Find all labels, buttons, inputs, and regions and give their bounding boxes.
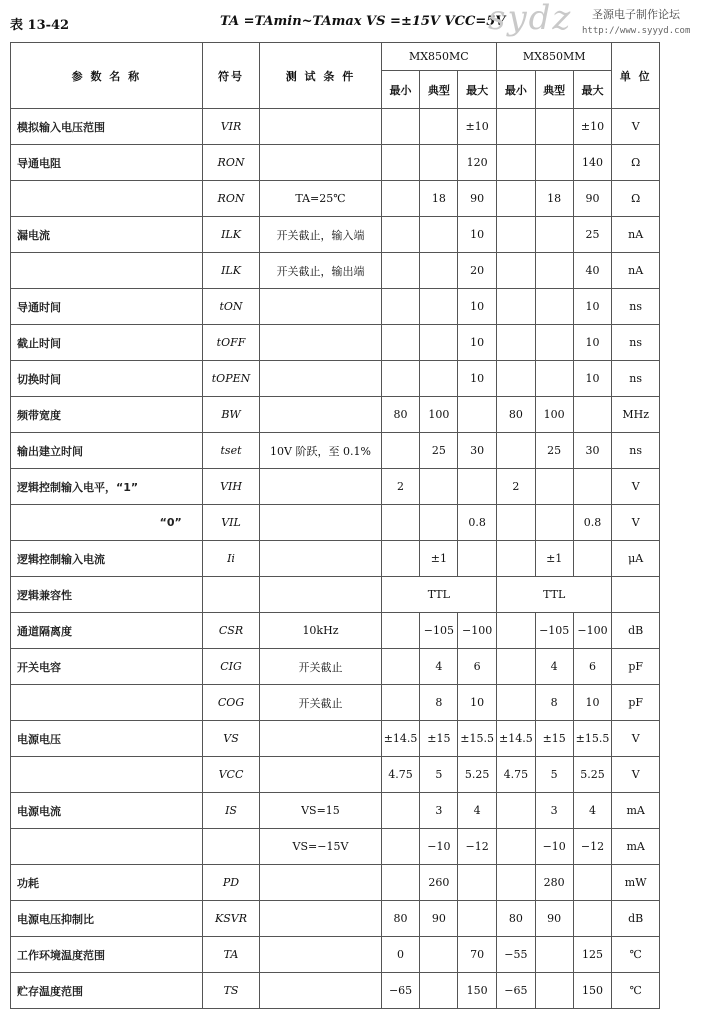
table-number: 表 13-42: [10, 18, 70, 33]
mm-typ-cell: 8: [535, 685, 573, 721]
table-conditions: TA =TAmin~TAmax VS =±15V VCC=5V: [220, 14, 506, 29]
condition-cell: [260, 721, 381, 757]
mc-merged-cell: TTL: [381, 577, 496, 613]
mm-min-cell: [497, 685, 536, 721]
mc-min-cell: [381, 181, 420, 217]
mm-max-cell: 10: [573, 289, 612, 325]
header-mm-min: 最小: [497, 71, 536, 109]
mc-min-cell: −65: [381, 973, 420, 1009]
unit-cell: nA: [612, 217, 660, 253]
mm-typ-cell: [535, 253, 573, 289]
symbol-cell: KSVR: [202, 901, 259, 937]
mc-min-cell: [381, 253, 420, 289]
condition-cell: [260, 577, 381, 613]
condition-cell: [260, 109, 381, 145]
mc-typ-cell: [420, 505, 458, 541]
mm-max-cell: 5.25: [573, 757, 612, 793]
watermark-logo: sydz: [488, 0, 573, 38]
mm-max-cell: 4: [573, 793, 612, 829]
condition-cell: [260, 541, 381, 577]
mc-min-cell: 0: [381, 937, 420, 973]
mc-typ-cell: [420, 217, 458, 253]
table-row: [11, 973, 660, 1009]
symbol-cell: IS: [202, 793, 259, 829]
table-row: [11, 361, 660, 397]
mm-min-cell: [497, 325, 536, 361]
mm-max-cell: 90: [573, 181, 612, 217]
mc-max-cell: 30: [458, 433, 497, 469]
condition-cell: 开关截止: [260, 649, 381, 685]
mm-max-cell: 40: [573, 253, 612, 289]
mc-min-cell: [381, 433, 420, 469]
unit-cell: Ω: [612, 181, 660, 217]
mc-typ-cell: [420, 973, 458, 1009]
symbol-cell: VIL: [202, 505, 259, 541]
symbol-cell: TS: [202, 973, 259, 1009]
unit-cell: ℃: [612, 973, 660, 1009]
mc-max-cell: ±10: [458, 109, 497, 145]
header-condition: 测 试 条 件: [260, 43, 381, 109]
mc-min-cell: [381, 613, 420, 649]
condition-cell: VS=15: [260, 793, 381, 829]
mm-typ-cell: 3: [535, 793, 573, 829]
mc-max-cell: [458, 865, 497, 901]
condition-cell: [260, 505, 381, 541]
header-symbol: 符号: [202, 43, 259, 109]
table-row: [11, 433, 660, 469]
param-cell: [11, 757, 203, 793]
mc-max-cell: 120: [458, 145, 497, 181]
symbol-cell: tOPEN: [202, 361, 259, 397]
mm-max-cell: 10: [573, 361, 612, 397]
mc-min-cell: 4.75: [381, 757, 420, 793]
table-row: [11, 613, 660, 649]
header-row-1: [11, 43, 660, 71]
symbol-cell: ILK: [202, 253, 259, 289]
symbol-cell: VIR: [202, 109, 259, 145]
mm-min-cell: [497, 649, 536, 685]
param-cell: 频带宽度: [11, 397, 203, 433]
watermark-site: 圣源电子制作论坛: [592, 8, 680, 21]
mm-typ-cell: [535, 505, 573, 541]
header-unit: 单 位: [612, 43, 660, 109]
condition-cell: VS=−15V: [260, 829, 381, 865]
table-row: [11, 469, 660, 505]
mm-typ-cell: [535, 325, 573, 361]
condition-cell: [260, 361, 381, 397]
mm-max-cell: [573, 901, 612, 937]
table-row: [11, 145, 660, 181]
unit-cell: ns: [612, 361, 660, 397]
param-cell: “0”: [11, 505, 203, 541]
mc-max-cell: 70: [458, 937, 497, 973]
unit-cell: ns: [612, 325, 660, 361]
mc-min-cell: [381, 829, 420, 865]
param-cell: 电源电压抑制比: [11, 901, 203, 937]
symbol-cell: tOFF: [202, 325, 259, 361]
mm-min-cell: [497, 109, 536, 145]
watermark-url: http://www.syyyd.com: [582, 26, 691, 36]
mm-min-cell: 2: [497, 469, 536, 505]
mm-min-cell: [497, 289, 536, 325]
symbol-cell: ILK: [202, 217, 259, 253]
symbol-cell: tON: [202, 289, 259, 325]
mc-typ-cell: [420, 289, 458, 325]
condition-cell: [260, 289, 381, 325]
condition-cell: 开关截止，输出端: [260, 253, 381, 289]
header-mc-typ: 典型: [420, 71, 458, 109]
table-row: [11, 325, 660, 361]
unit-cell: ns: [612, 289, 660, 325]
mm-min-cell: −65: [497, 973, 536, 1009]
mm-min-cell: ±14.5: [497, 721, 536, 757]
symbol-cell: Ii: [202, 541, 259, 577]
spec-table: [10, 42, 660, 1009]
mm-typ-cell: [535, 145, 573, 181]
param-cell: 漏电流: [11, 217, 203, 253]
param-cell: [11, 181, 203, 217]
mm-min-cell: [497, 361, 536, 397]
mm-typ-cell: 90: [535, 901, 573, 937]
mc-typ-cell: [420, 145, 458, 181]
mc-max-cell: 20: [458, 253, 497, 289]
mm-typ-cell: ±1: [535, 541, 573, 577]
param-cell: 导通时间: [11, 289, 203, 325]
mc-max-cell: 10: [458, 685, 497, 721]
mm-typ-cell: 5: [535, 757, 573, 793]
param-cell: 功耗: [11, 865, 203, 901]
mm-typ-cell: [535, 289, 573, 325]
mc-max-cell: 150: [458, 973, 497, 1009]
param-cell: 开关电容: [11, 649, 203, 685]
mc-max-cell: 10: [458, 289, 497, 325]
mm-typ-cell: 100: [535, 397, 573, 433]
symbol-cell: BW: [202, 397, 259, 433]
mm-min-cell: 80: [497, 397, 536, 433]
mc-max-cell: 0.8: [458, 505, 497, 541]
mm-min-cell: [497, 433, 536, 469]
mc-min-cell: [381, 865, 420, 901]
mc-typ-cell: [420, 937, 458, 973]
table-body: [11, 109, 660, 1009]
mm-max-cell: 10: [573, 685, 612, 721]
watermark: [488, 2, 702, 44]
mm-min-cell: 80: [497, 901, 536, 937]
unit-cell: dB: [612, 901, 660, 937]
param-cell: 模拟输入电压范围: [11, 109, 203, 145]
mm-max-cell: [573, 865, 612, 901]
mc-max-cell: 10: [458, 361, 497, 397]
mc-max-cell: 10: [458, 217, 497, 253]
table-row: [11, 217, 660, 253]
symbol-cell: RON: [202, 181, 259, 217]
mm-max-cell: ±10: [573, 109, 612, 145]
mc-max-cell: −100: [458, 613, 497, 649]
param-cell: [11, 829, 203, 865]
mm-typ-cell: 18: [535, 181, 573, 217]
mm-typ-cell: [535, 937, 573, 973]
mc-typ-cell: 5: [420, 757, 458, 793]
unit-cell: V: [612, 721, 660, 757]
mc-max-cell: 6: [458, 649, 497, 685]
condition-cell: TA=25℃: [260, 181, 381, 217]
mm-max-cell: 140: [573, 145, 612, 181]
mc-typ-cell: 4: [420, 649, 458, 685]
mc-typ-cell: ±1: [420, 541, 458, 577]
symbol-cell: CIG: [202, 649, 259, 685]
mm-typ-cell: [535, 109, 573, 145]
table-row: [11, 793, 660, 829]
header-mx850mm: MX850MM: [497, 43, 612, 71]
mm-max-cell: ±15.5: [573, 721, 612, 757]
header-mm-max: 最大: [573, 71, 612, 109]
table-row: [11, 865, 660, 901]
mc-min-cell: [381, 325, 420, 361]
mc-typ-cell: 90: [420, 901, 458, 937]
table-row: [11, 901, 660, 937]
mc-min-cell: 80: [381, 901, 420, 937]
condition-cell: [260, 757, 381, 793]
mc-typ-cell: 3: [420, 793, 458, 829]
table-row: [11, 577, 660, 613]
condition-cell: [260, 397, 381, 433]
table-row: [11, 649, 660, 685]
symbol-cell: PD: [202, 865, 259, 901]
mc-min-cell: [381, 145, 420, 181]
param-cell: 贮存温度范围: [11, 973, 203, 1009]
param-cell: 截止时间: [11, 325, 203, 361]
mm-merged-cell: TTL: [497, 577, 612, 613]
header-mc-min: 最小: [381, 71, 420, 109]
mm-typ-cell: −10: [535, 829, 573, 865]
mc-typ-cell: 8: [420, 685, 458, 721]
header-param: 参 数 名 称: [11, 43, 203, 109]
unit-cell: ℃: [612, 937, 660, 973]
mc-min-cell: [381, 361, 420, 397]
unit-cell: mW: [612, 865, 660, 901]
param-cell: 导通电阻: [11, 145, 203, 181]
mc-min-cell: [381, 541, 420, 577]
table-row: [11, 937, 660, 973]
symbol-cell: TA: [202, 937, 259, 973]
header-mx850mc: MX850MC: [381, 43, 496, 71]
param-cell: 电源电压: [11, 721, 203, 757]
symbol-cell: RON: [202, 145, 259, 181]
mm-min-cell: [497, 541, 536, 577]
mc-typ-cell: [420, 109, 458, 145]
mm-max-cell: 125: [573, 937, 612, 973]
symbol-cell: [202, 829, 259, 865]
symbol-cell: tset: [202, 433, 259, 469]
mc-typ-cell: [420, 253, 458, 289]
unit-cell: ns: [612, 433, 660, 469]
unit-cell: V: [612, 757, 660, 793]
symbol-cell: VIH: [202, 469, 259, 505]
condition-cell: 10V 阶跃，至 0.1%: [260, 433, 381, 469]
mm-typ-cell: [535, 361, 573, 397]
condition-cell: 开关截止，输入端: [260, 217, 381, 253]
mm-min-cell: [497, 613, 536, 649]
table-row: [11, 109, 660, 145]
mc-min-cell: [381, 685, 420, 721]
mm-min-cell: [497, 505, 536, 541]
mc-min-cell: [381, 217, 420, 253]
mm-max-cell: −100: [573, 613, 612, 649]
condition-cell: [260, 145, 381, 181]
table-row: [11, 397, 660, 433]
symbol-cell: [202, 577, 259, 613]
param-cell: 输出建立时间: [11, 433, 203, 469]
mc-min-cell: [381, 649, 420, 685]
table-row: [11, 181, 660, 217]
mc-min-cell: 80: [381, 397, 420, 433]
mc-max-cell: 4: [458, 793, 497, 829]
mc-min-cell: [381, 793, 420, 829]
condition-cell: [260, 937, 381, 973]
mm-min-cell: [497, 145, 536, 181]
mm-min-cell: [497, 793, 536, 829]
mm-max-cell: [573, 397, 612, 433]
mc-max-cell: [458, 901, 497, 937]
unit-cell: mA: [612, 793, 660, 829]
condition-cell: [260, 901, 381, 937]
mm-max-cell: 10: [573, 325, 612, 361]
mm-min-cell: [497, 217, 536, 253]
param-cell: 通道隔离度: [11, 613, 203, 649]
header-mm-typ: 典型: [535, 71, 573, 109]
condition-cell: [260, 865, 381, 901]
param-cell: [11, 685, 203, 721]
unit-cell: pF: [612, 685, 660, 721]
header-mc-max: 最大: [458, 71, 497, 109]
mc-min-cell: [381, 289, 420, 325]
table-row: [11, 829, 660, 865]
mm-typ-cell: [535, 469, 573, 505]
unit-cell: nA: [612, 253, 660, 289]
symbol-cell: VCC: [202, 757, 259, 793]
mc-max-cell: [458, 541, 497, 577]
table-row: [11, 505, 660, 541]
mm-max-cell: [573, 541, 612, 577]
condition-cell: 开关截止: [260, 685, 381, 721]
table-row: [11, 721, 660, 757]
param-cell: [11, 253, 203, 289]
mc-max-cell: 5.25: [458, 757, 497, 793]
mm-typ-cell: [535, 973, 573, 1009]
mm-typ-cell: −105: [535, 613, 573, 649]
table-row: [11, 253, 660, 289]
mc-typ-cell: [420, 469, 458, 505]
unit-cell: V: [612, 505, 660, 541]
param-cell: 逻辑控制输入电流: [11, 541, 203, 577]
mc-max-cell: [458, 469, 497, 505]
mm-min-cell: −55: [497, 937, 536, 973]
param-cell: 电源电流: [11, 793, 203, 829]
param-cell: 工作环境温度范围: [11, 937, 203, 973]
condition-cell: 10kHz: [260, 613, 381, 649]
mm-max-cell: 30: [573, 433, 612, 469]
mc-max-cell: −12: [458, 829, 497, 865]
unit-cell: pF: [612, 649, 660, 685]
table-row: [11, 685, 660, 721]
mm-typ-cell: 4: [535, 649, 573, 685]
mc-max-cell: ±15.5: [458, 721, 497, 757]
unit-cell: mA: [612, 829, 660, 865]
mm-max-cell: [573, 469, 612, 505]
mc-max-cell: 10: [458, 325, 497, 361]
mc-min-cell: 2: [381, 469, 420, 505]
unit-cell: dB: [612, 613, 660, 649]
mm-min-cell: [497, 253, 536, 289]
mc-typ-cell: 18: [420, 181, 458, 217]
mm-max-cell: 150: [573, 973, 612, 1009]
mc-typ-cell: −105: [420, 613, 458, 649]
mc-typ-cell: [420, 325, 458, 361]
mc-max-cell: 90: [458, 181, 497, 217]
unit-cell: MHz: [612, 397, 660, 433]
table-row: [11, 757, 660, 793]
condition-cell: [260, 469, 381, 505]
mm-max-cell: 6: [573, 649, 612, 685]
mm-min-cell: [497, 181, 536, 217]
mm-max-cell: 0.8: [573, 505, 612, 541]
mc-typ-cell: ±15: [420, 721, 458, 757]
table-row: [11, 541, 660, 577]
param-cell: 逻辑控制输入电平，“1”: [11, 469, 203, 505]
table-row: [11, 289, 660, 325]
symbol-cell: VS: [202, 721, 259, 757]
mm-min-cell: [497, 829, 536, 865]
mm-typ-cell: ±15: [535, 721, 573, 757]
mc-typ-cell: [420, 361, 458, 397]
symbol-cell: CSR: [202, 613, 259, 649]
mc-min-cell: [381, 109, 420, 145]
param-cell: 切换时间: [11, 361, 203, 397]
unit-cell: V: [612, 469, 660, 505]
mc-typ-cell: 260: [420, 865, 458, 901]
condition-cell: [260, 325, 381, 361]
mc-typ-cell: −10: [420, 829, 458, 865]
mc-min-cell: [381, 505, 420, 541]
mm-typ-cell: 25: [535, 433, 573, 469]
mc-min-cell: ±14.5: [381, 721, 420, 757]
symbol-cell: COG: [202, 685, 259, 721]
mm-max-cell: 25: [573, 217, 612, 253]
param-cell: 逻辑兼容性: [11, 577, 203, 613]
unit-cell: [612, 577, 660, 613]
unit-cell: V: [612, 109, 660, 145]
unit-cell: μA: [612, 541, 660, 577]
mc-typ-cell: 100: [420, 397, 458, 433]
condition-cell: [260, 973, 381, 1009]
mm-typ-cell: [535, 217, 573, 253]
mm-max-cell: −12: [573, 829, 612, 865]
mm-min-cell: [497, 865, 536, 901]
mm-min-cell: 4.75: [497, 757, 536, 793]
mc-max-cell: [458, 397, 497, 433]
mc-typ-cell: 25: [420, 433, 458, 469]
unit-cell: Ω: [612, 145, 660, 181]
mm-typ-cell: 280: [535, 865, 573, 901]
